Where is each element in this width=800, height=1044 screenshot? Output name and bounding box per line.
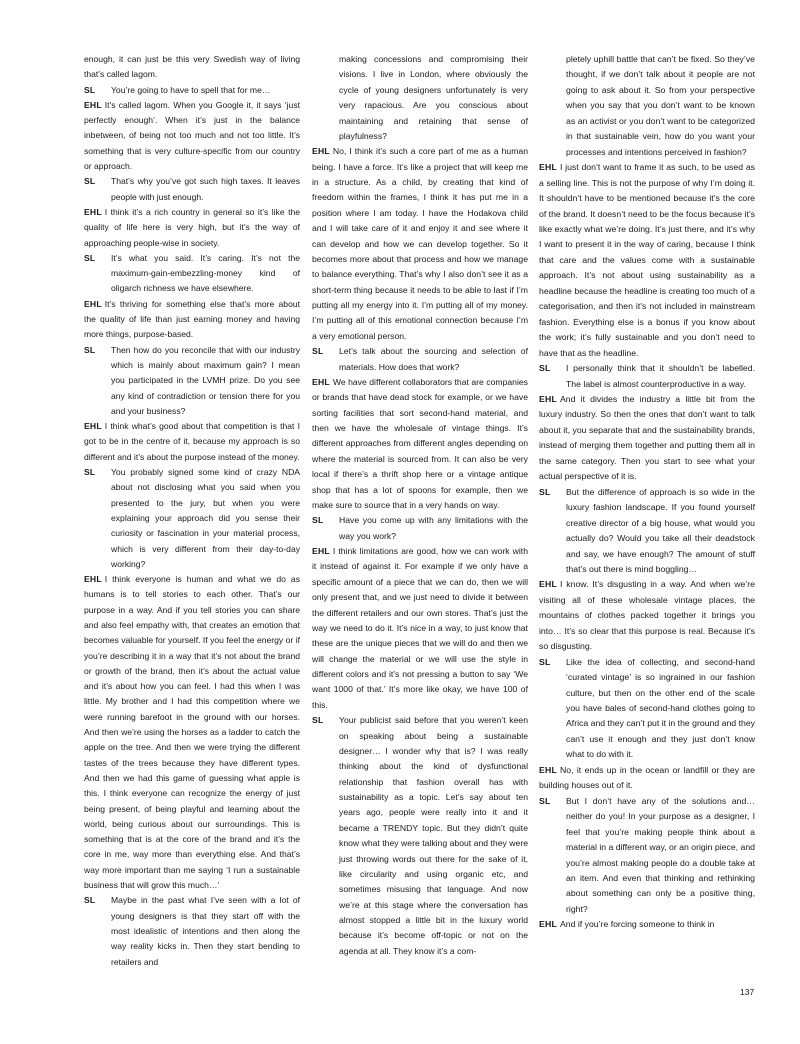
paragraph-text: No, it ends up in the ocean or landfill or they are building houses out of it.	[539, 764, 755, 791]
page-number: 137	[740, 987, 755, 997]
paragraph-text: I think what’s good about that competition is that I got to be in the centre of it, because my approach is so different and it’s about the purpose instead of the money.	[84, 421, 300, 462]
interview-question	[539, 485, 755, 578]
interview-question	[539, 655, 755, 763]
interview-answer	[84, 205, 300, 251]
interview-question	[84, 465, 300, 572]
paragraph-text: And if you’re forcing someone to think in	[559, 919, 715, 930]
interview-answer	[312, 375, 528, 513]
interview-question	[312, 713, 528, 959]
paragraph-text: No, I think it’s such a core part of me as a human being. I have a force. It’s like a project that will keep me in a structure. As a child, by creating that kind of freedom within the frames, I think it has put me in a position where I am today. I have the Hodakova child and I will take care of it and enjoy it and see where it can develop and how we can develop together. So it becomes more about that process and how we manage to balance everything. That’s why I also don’t see it as a short-term thing because it needs to be able to last if I’m putting all my energy into it. I’m putting all of my money. I’m putting all of this emotional connection because I’m a very emotional person.	[312, 146, 528, 341]
interview-question	[84, 251, 300, 297]
interview-answer	[84, 572, 300, 893]
speaker-initials: SL	[84, 176, 96, 187]
interview-question	[539, 361, 755, 392]
speaker-initials: EHL	[312, 146, 330, 157]
paragraph-text: But the difference of approach is so wide in the luxury fashion landscape. If you found yourself creative director of a big house, what would you actually do? Would you take all their deadstock and say, we have enough? The amount of stuff that’s out there is mind boggling…	[566, 486, 755, 574]
speaker-initials: SL	[539, 795, 551, 806]
speaker-initials: SL	[84, 895, 96, 906]
interview-question	[84, 893, 300, 969]
column-2	[312, 52, 528, 959]
paragraph-text: I think it’s a rich country in general so it’s like the quality of life here is very high, but it’s the way of approaching people-wise in society.	[84, 206, 300, 248]
interview-question	[312, 52, 528, 144]
paragraph-text: I personally think that it shouldn’t be labelled. The label is almost counterproductive in a way.	[566, 363, 755, 389]
speaker-initials: EHL	[539, 764, 557, 775]
interview-answer	[84, 98, 300, 174]
interview-question	[539, 794, 755, 918]
paragraph-text: Your publicist said before that you weren’t keen on speaking about being a sustainable designer… I wonder why that is? I was really thinking about the kind of dysfunctional relationship that fashion overall has with sustainability as a topic. Let’s say about ten years ago, people were really into it and it became a TRENDY topic. But they didn’t quite know what they were talking about and they were just throwing words out there for the sake of it, like circularity and using organic etc, and sometimes misusing that language. And now we’re at this stage where the conversation has almost stopped a little bit in the luxury world because it’s become off-topic or not on the agenda at all. They know it’s a com-	[339, 715, 528, 956]
interview-answer	[84, 419, 300, 465]
speaker-initials: SL	[312, 515, 324, 526]
speaker-initials: EHL	[84, 99, 102, 110]
paragraph-text: And it divides the industry a little bit from the luxury industry. So then the ones that don’t want to talk about it, you separate that and the sustainability brands, instead of merging them together and putting them all in the same category. Then you start to see what your actual perspective of it is.	[539, 393, 755, 482]
speaker-initials: SL	[84, 344, 96, 355]
paragraph-text: enough, it can just be this very Swedish way of living that’s called lagom.	[84, 54, 300, 80]
speaker-initials: SL	[84, 84, 96, 95]
paragraph-text: Let’s talk about the sourcing and selection of materials. How does that work?	[339, 346, 528, 372]
speaker-initials: SL	[312, 346, 324, 357]
speaker-initials: EHL	[312, 546, 330, 556]
paragraph-text: I think limitations are good, how we can work with it instead of against it. For example if we only have a specific amount of a piece that we can do, then we will only present that, and we just need to divide it between the different retailers and our own stores. That’s just the way we need to do it. It’s nice in a way, to just know that these are the unique pieces that we will do and then we will change the material or we will use the style in different colors and it’s not pressing a button to say ‘We want 1000 of that.’ It’s more like okay, we have 100 of this.	[312, 546, 528, 710]
speaker-initials: SL	[539, 486, 551, 497]
speaker-initials: SL	[539, 363, 551, 374]
paragraph-text: Maybe in the past what I’ve seen with a lot of young designers is that they start off with the most idealistic of intentions and then along the way reality kicks in. Then they start bending to retailers and	[111, 895, 300, 967]
paragraph-text: I think everyone is human and what we do as humans is to tell stories to each other. That’s our purpose in a way. And if you tell stories you can share and also feel empathy with, that creates an emotion that becomes valuable for yourself. If you feel the energy or if you’re describing it in a way that it’s not about the brand or growth of the brand, then it’s about the actual value and it’s about how you can feel. I had this when I was little. My brother and I had this competition where we were running barefoot in the ground with our horses. And then we’re using the horses as a ladder to catch the apple on the tree. And then we were trying the different tastes of the trees because they have different types. And then we had this game of guessing what apple is this. I think everyone can recognize the energy of just being present, of being playful and learning about the world, being curious about our surroundings. This is something that is at the core of the brand and it’s the core in me, way more than everything else. And that’s way more important than me saying ‘I run a sustainable business that will grow this much…’	[84, 574, 300, 891]
speaker-initials: EHL	[84, 421, 102, 432]
interview-answer	[539, 160, 755, 361]
speaker-initials: EHL	[312, 376, 330, 387]
paragraph-text: I know. It’s disgusting in a way. And when we’re visiting all of these wholesale vintage places, the mountains of clothes packed together it brings you into… It’s so clear that this purpose is real. Because it’s so disgusting.	[539, 579, 755, 652]
speaker-initials: EHL	[84, 574, 102, 585]
paragraph-text: It’s called lagom. When you Google it, it says ‘just perfectly enough’. When it’s just in the balance inbetween, of being not too much and not too little. It’s something that is very culture-specific from our country or approach.	[84, 99, 300, 172]
speaker-initials: SL	[84, 252, 96, 263]
interview-question	[84, 83, 300, 98]
speaker-initials: EHL	[539, 579, 557, 590]
paragraph-text: Then how do you reconcile that with our industry which is mainly about maximum gain? I mean you participated in the LVMH prize. Do you see any kind of contradiction or tension there for you and your business?	[111, 344, 300, 416]
interview-question	[84, 343, 300, 419]
speaker-initials: EHL	[539, 162, 557, 173]
interview-answer	[312, 144, 528, 344]
interview-answer	[539, 917, 755, 932]
column-3	[539, 52, 755, 933]
paragraph-text: I just don’t want to frame it as such, to be used as a selling line. This is not the purpose of why I’m doing it. It shouldn’t have to be mentioned because it’s the core of the brand. It doesn’t need to be the focus because it’s like exactly what we’re doing. It’s just there, and it’s why I want to present it in the way of caring, because I think that care and the values come with a sustainable approach. It’s not about using sustainability as a headline because the headline is creating too much of a categorisation, and then it’s not included in mainstream fashion. Everything else is a bonus if you know about the work; it’s fully sustainable and you don’t need to have that as the headline.	[539, 162, 755, 358]
speaker-initials: EHL	[84, 206, 102, 217]
interview-answer	[84, 52, 300, 83]
speaker-initials: SL	[539, 656, 551, 667]
interview-answer	[84, 297, 300, 343]
interview-answer	[539, 577, 755, 654]
paragraph-text: It’s thriving for something else that’s more about the quality of life than just earning money and having more things, purpose-based.	[84, 298, 300, 340]
paragraph-text: Have you come up with any limitations with the way you work?	[339, 515, 528, 541]
interview-question	[312, 344, 528, 375]
speaker-initials: SL	[312, 715, 324, 726]
speaker-initials: EHL	[84, 298, 102, 309]
interview-question	[312, 513, 528, 544]
interview-question	[539, 52, 755, 160]
paragraph-text: making concessions and compromising their visions. I live in London, where obviously the cycle of young designers unfortunately is very very rapacious. Are you conscious about maintaining and retaining that sense of playfulness?	[339, 54, 528, 141]
interview-question	[84, 174, 300, 205]
interview-answer	[539, 763, 755, 794]
speaker-initials: EHL	[539, 919, 557, 930]
paragraph-text: But I don’t have any of the solutions and… neither do you! In your purpose as a designer, I feel that you’re making people think about a material in a different way, or an origin piece, and you’re almost making people do a double take at an item. And even that thinking and rethinking about something can only be a positive thing, right?	[566, 795, 755, 914]
interview-answer	[312, 544, 528, 713]
paragraph-text: It’s what you said. It’s caring. It’s not the maximum-gain-embezzling-money kind of oligarch richness we have elsewhere.	[111, 252, 300, 294]
paragraph-text: That’s why you’ve got such high taxes. It leaves people with just enough.	[111, 176, 300, 202]
paragraph-text: pletely uphill battle that can’t be fixed. So they’ve thought, if we don’t talk about it people are not going to ask about it. So from your perspective when you say that you don’t want to be known as an activist or you don’t want to be categorized in that sustainable vein, how do you want your processes and intentions perceived in fashion?	[566, 54, 755, 157]
speaker-initials: EHL	[539, 393, 557, 404]
column-1	[84, 52, 300, 970]
paragraph-text: You’re going to have to spell that for me…	[111, 84, 271, 95]
interview-answer	[539, 392, 755, 485]
paragraph-text: We have different collaborators that are companies or brands that have dead stock for example, or we have sorting facilities that sort second-hand material, and then we have the wholesale of vintage things. It’s different approaches from different angles depending on where the material is sourced from. It can also be very local if there’s a thrift shop here or a vintage antique shop that has a lot of spoons for example, then we make sure to source that in a very hands on way.	[312, 376, 528, 510]
paragraph-text: You probably signed some kind of crazy NDA about not disclosing what you said when you presented to the jury, but when you were explaining your approach did you sense their curiosity or fascination in your material process, which is very different from their day-to-day working?	[111, 467, 300, 569]
paragraph-text: Like the idea of collecting, and second-hand ‘curated vintage’ is so ingrained in our fashion culture, but then on the other end of the scale you have bales of second-hand clothes going to Africa and they can’t put it in the ground and they can’t use it enough and they just don’t know what to do with it.	[566, 656, 755, 760]
speaker-initials: SL	[84, 467, 96, 478]
